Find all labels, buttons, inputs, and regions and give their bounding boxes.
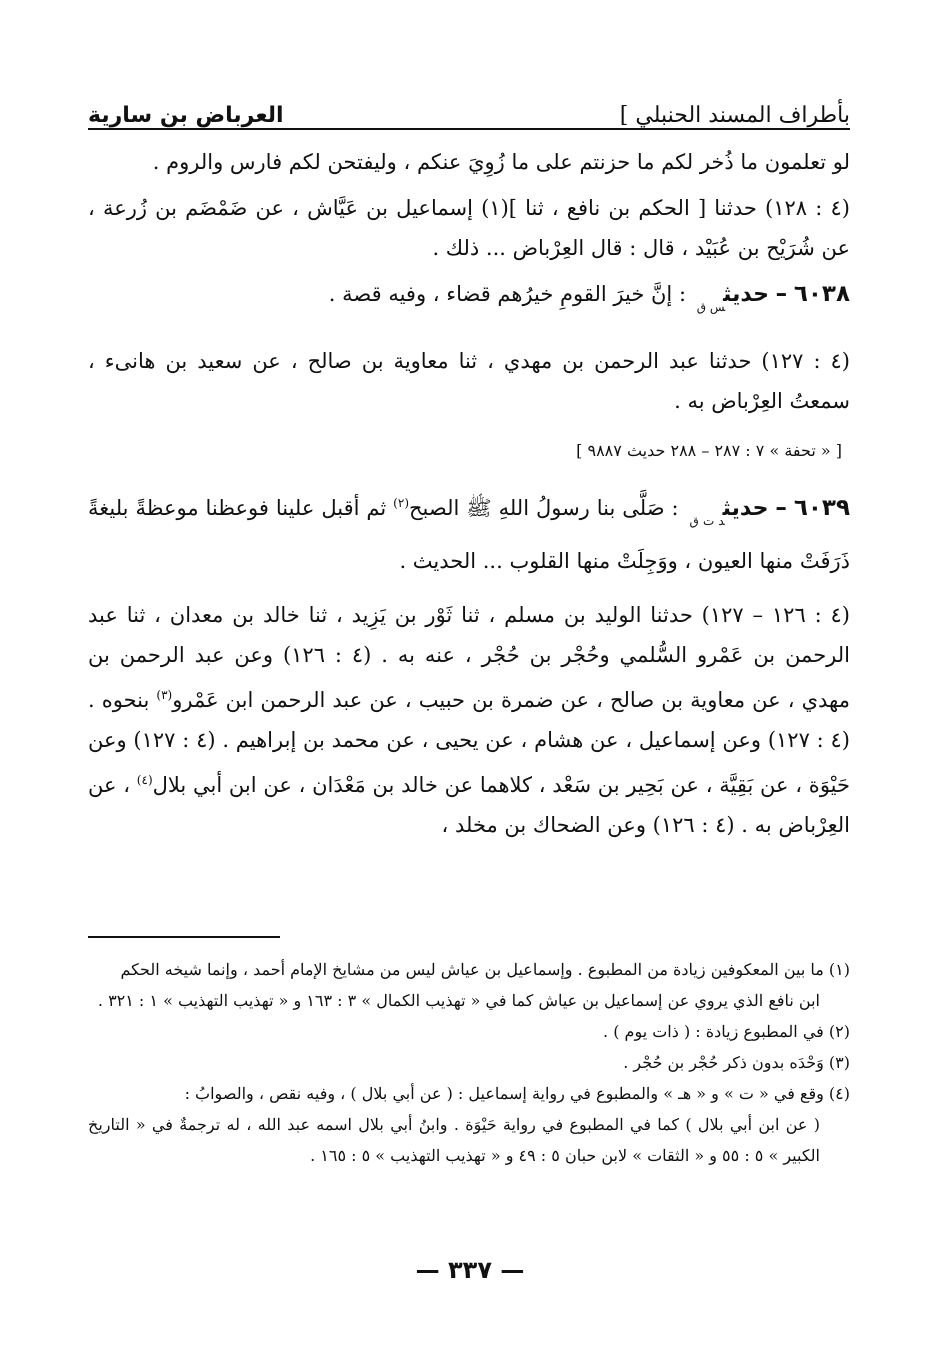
hadith-word: حديث bbox=[722, 496, 769, 521]
tuhfa-reference: [ « تحفة » ٧ : ٢٨٧ – ٢٨٨ حديث ٩٨٨٧ ] bbox=[576, 441, 842, 460]
paragraph-continuation: لو تعلمون ما ذُخر لكم ما حزنتم على ما زُوِيَ عنكم ، وليفتحن لكم فارس والروم . bbox=[152, 150, 850, 174]
running-header bbox=[88, 92, 850, 130]
footnote-3: (٣) وَحْدَه بدون ذكر حُجْر بن حُجْر . bbox=[623, 1053, 850, 1072]
footnote-4-continuation: ( عن ابن أبي بلال ) كما في المطبوع في رواية حَيْوَة . وابنُ أبي بلال اسمه عبد الله ، له ترجمةٌ في « التاريخ الكبير » ٥ : ٥٥ و « الثقات » لابن حبان ٥ : ٤٩ و « تهذيب التهذيب » ٥ : ١٦٥ . bbox=[88, 1115, 820, 1165]
main-text bbox=[88, 142, 850, 845]
paragraph-isnad-6039 bbox=[88, 595, 850, 845]
hadith-sigla: د ت ق bbox=[689, 514, 725, 528]
footnote-ref-3: (٣) bbox=[156, 688, 173, 702]
footnote-4: (٤) وقع في « ت » و « هـ » والمطبوع في رواية إسماعيل : ( عن أبي بلال ) ، وفيه نقص ، والصوابُ : bbox=[184, 1084, 850, 1103]
isnad-text-b: بنحوه . (٤ : ١٢٧) وعن إسماعيل ، عن هشام ، عن يحيى ، عن محمد بن إبراهيم . (٤ : ١٢٧) وعن حَيْوَة ، عن بَقِيَّة ، عن بَحِير بن سَعْد ، كلاهما عن خالد بن مَعْدَان ، عن ابن أبي بلال bbox=[88, 688, 850, 797]
hadith-dash: – bbox=[775, 495, 787, 521]
hadith-dash: – bbox=[775, 281, 788, 307]
footnote-ref-4: (٤) bbox=[136, 773, 153, 787]
header-book-title: بأطراف المسند الحنبلي ] bbox=[619, 103, 850, 128]
hadith-text-6039-a: : صَلَّى بنا رسولُ اللهِ ﷺ الصبح bbox=[409, 496, 679, 520]
footnote-2: (٢) في المطبوع زيادة : ( ذات يوم ) . bbox=[603, 1022, 850, 1041]
hadith-sigla: س ق bbox=[696, 300, 726, 314]
paragraph-isnad-6037: (٤ : ١٢٨) حدثنا [ الحكم بن نافع ، ثنا ](١) إسماعيل بن عَيَّاش ، عن ضَمْضَم بن زُرعة ، عن شُرَيْح بن عُبَيْد ، قال : قال العِرْباض ... ذلك . bbox=[88, 196, 850, 260]
isnad-text-a: (٤ : ١٢٦ – ١٢٧) حدثنا الوليد بن مسلم ، ثنا ثَوْر بن يَزِيد ، ثنا خالد بن معدان ، ثنا عبد الرحمن بن عَمْرو السُّلمي وحُجْر بن حُجْر ، عنه به . (٤ : ١٢٦) وعن عبد الرحمن بن مهدي ، عن معاوية بن صالح ، عن ضمرة بن حبيب ، عن عبد الرحمن ابن عَمْرو bbox=[88, 603, 850, 712]
footnotes bbox=[88, 954, 850, 1171]
hadith-text-6038: : إنَّ خيرَ القومِ خيرُهم قضاء ، وفيه قصة . bbox=[328, 282, 687, 306]
page bbox=[88, 92, 850, 845]
footnote-1-continuation: ابن نافع الذي يروي عن إسماعيل بن عياش كما في « تهذيب الكمال » ٣ : ١٦٣ و « تهذيب التهذيب » ١ : ٣٢١ . bbox=[97, 991, 820, 1010]
page-number: — ٣٣٧ — bbox=[415, 1256, 525, 1284]
hadith-number-6038: ٦٠٣٨ bbox=[793, 281, 850, 307]
hadith-word: حديث bbox=[723, 282, 769, 307]
footnote-1: (١) ما بين المعكوفين زيادة من المطبوع . وإسماعيل بن عياش ليس من مشايخ الإمام أحمد ، وإنما شيخه الحكم bbox=[120, 960, 850, 979]
hadith-number-6039: ٦٠٣٩ bbox=[793, 495, 850, 521]
header-chapter-title: العرباض بن سارية bbox=[88, 103, 284, 128]
hadith-text-6039-b: ثم أقبل علينا فوعظنا موعظةً بليغةً ذَرَفَتْ منها العيون ، ووَجِلَتْ منها القلوب ... الحديث . bbox=[88, 496, 850, 573]
hadith-6038 bbox=[88, 274, 850, 327]
paragraph-isnad-6038: (٤ : ١٢٧) حدثنا عبد الرحمن بن مهدي ، ثنا معاوية بن صالح ، عن سعيد بن هانىء ، سمعتُ العِرْباض به . bbox=[88, 349, 850, 413]
hadith-6039 bbox=[88, 483, 850, 581]
footnote-separator bbox=[88, 936, 280, 938]
footnote-ref-2: (٢) bbox=[393, 496, 409, 510]
isnad-text-c: ، عن العِرْباض به . (٤ : ١٢٦) وعن الضحاك بن مخلد ، bbox=[88, 773, 850, 837]
